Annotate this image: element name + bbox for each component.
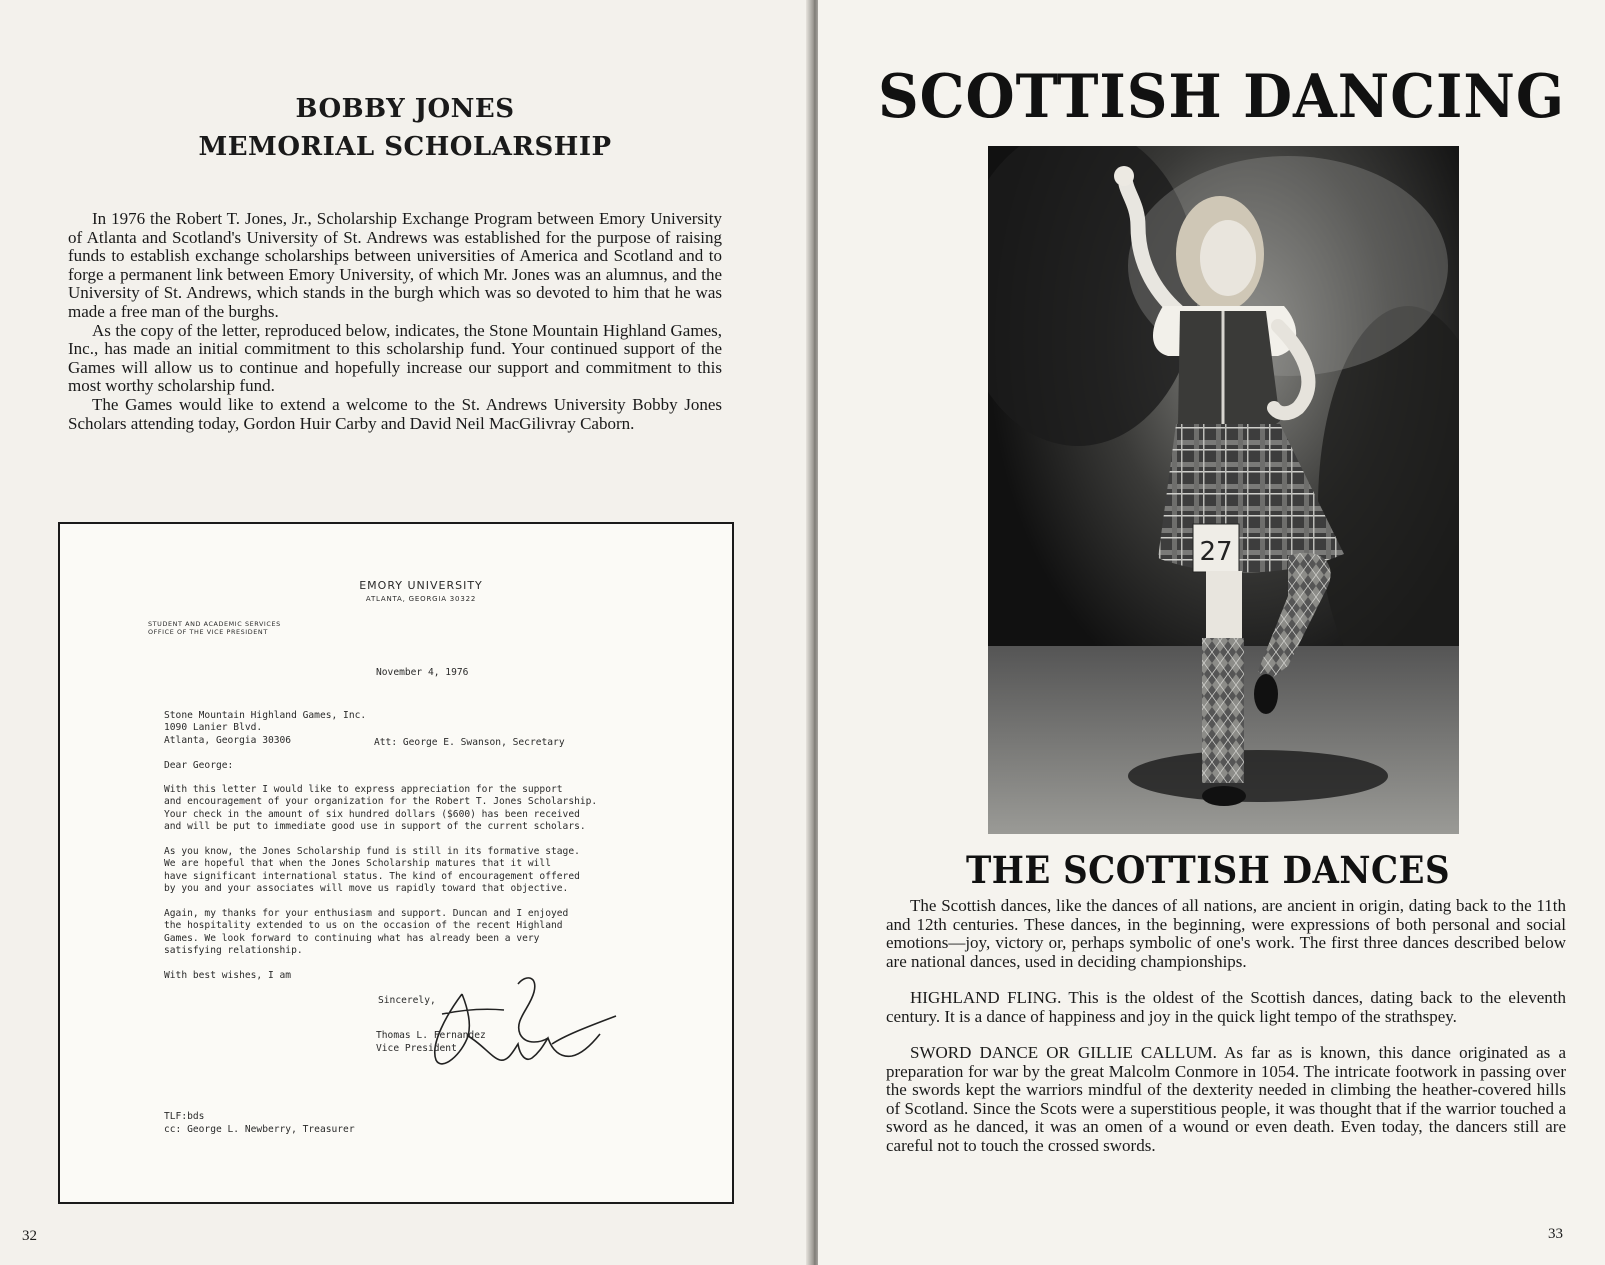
letterhead-name: EMORY UNIVERSITY (359, 579, 483, 592)
paragraph: In 1976 the Robert T. Jones, Jr., Scholarship Exchange Program between Emory University of Atlanta and Scotland's University of St. Andrews was established for the purpose of raising funds to establish exchange scholarships between universities of America and Scotland and to forge a permanent link between Emory University, of which Mr. Jones was an alumnus, and the University of St. Andrews, which stands in the burgh which was so devoted to him that he was made a free man of the burghs. (68, 209, 722, 321)
department-line-1: STUDENT AND ACADEMIC SERVICES (148, 620, 281, 628)
letter-salutation: Dear George: (164, 760, 234, 771)
paragraph: The Games would like to extend a welcome to the St. Andrews University Bobby Jones Scholars attending today, Gordon Huir Carby and David Neil MacGilivray Caborn. (68, 394, 722, 433)
letter-body-paragraph: With this letter I would like to express appreciation for the support and encouragement of your organization for the Robert T. Jones Scholarship. Your check in the amount of six hundred dollars ($600) has been received and will be put to immediate good use in support of the current scholars. (164, 784, 598, 833)
section-subheading: THE SCOTTISH DANCES (965, 848, 1450, 892)
letter-sincerely: Sincerely, (378, 995, 436, 1006)
letter-signer-name: Thomas L. Fernandez (376, 1030, 486, 1041)
letter-date: November 4, 1976 (376, 667, 469, 678)
letter-initials: TLF:bds (164, 1111, 205, 1122)
letter-body-paragraph: Again, my thanks for your enthusiasm and support. Duncan and I enjoyed the hospitality extended to us on the occasion of the recent Highland Games. We look forward to continuing what has already been a very satisfying relationship. (164, 908, 569, 957)
letter-signer-title: Vice President (376, 1043, 457, 1054)
right-page (818, 0, 1605, 1265)
letterhead-city: ATLANTA, GEORGIA 30322 (365, 595, 477, 603)
department-line-2: OFFICE OF THE VICE PRESIDENT (148, 628, 268, 636)
dancer-photo-image (988, 146, 1459, 834)
letter-cc: cc: George L. Newberry, Treasurer (164, 1124, 355, 1135)
dances-body (886, 897, 1566, 1173)
letter-body-paragraph: As you know, the Jones Scholarship fund is still in its formative stage. We are hopeful that when the Jones Scholarship matures that it will have significant international status. The kind of encouragement offered by you and your associates will move us rapidly toward that objective. (164, 846, 580, 895)
paragraph: The Scottish dances, like the dances of all nations, are ancient in origin, dating back to the 11th and 12th centuries. These dances, in the beginning, were expressions of both personal and social emotions—joy, victory or, perhaps symbolic of one's work. The first three dances described below are national dances, used in deciding championships. (886, 896, 1566, 971)
signature-image (422, 974, 632, 1084)
title-line-1: BOBBY JONES (295, 94, 515, 124)
title-line-2: MEMORIAL SCHOLARSHIP (198, 132, 612, 162)
article-title (70, 90, 740, 166)
letterhead-department (148, 620, 281, 636)
paragraph: SWORD DANCE OR GILLIE CALLUM. As far as is known, this dance originated as a preparation for war by the great Malcolm Conmore in 1054. The intricate footwork in passing over the swords kept the warriors mindful of the dexterity needed in climbing the heather-covered hills of Scotland. Since the Scots were a superstitious people, it was thought that if the warrior touched a sword as he danced, it was an omen of a wound or even death. Even today, the dancers still are careful not to touch the crossed swords. (886, 1043, 1566, 1155)
paragraph: HIGHLAND FLING. This is the oldest of the Scottish dances, dating back to the eleventh century. It is a dance of happiness and joy in the quick light tempo of the strathspey. (886, 988, 1566, 1026)
letter-address: Stone Mountain Highland Games, Inc. 1090 Lanier Blvd. Atlanta, Georgia 30306 (164, 710, 367, 746)
page-number: 33 (1548, 1226, 1563, 1242)
paragraph: As the copy of the letter, reproduced below, indicates, the Stone Mountain Highland Games, Inc., has made an initial commitment to this scholarship fund. Your continued support of the Games will allow us to continue and hopefully increase our support and commitment to this most worthy scholarship fund. (68, 320, 722, 396)
number-tag: 27 (1199, 537, 1233, 567)
letter-reproduction (58, 522, 734, 1204)
section-heading: SCOTTISH DANCING (878, 62, 1565, 132)
page-number: 32 (22, 1228, 37, 1244)
letter-attention: Att: George E. Swanson, Secretary (374, 737, 565, 748)
letter-closing: With best wishes, I am (164, 970, 292, 981)
article-body (68, 210, 722, 433)
dancer-photo (988, 146, 1459, 834)
